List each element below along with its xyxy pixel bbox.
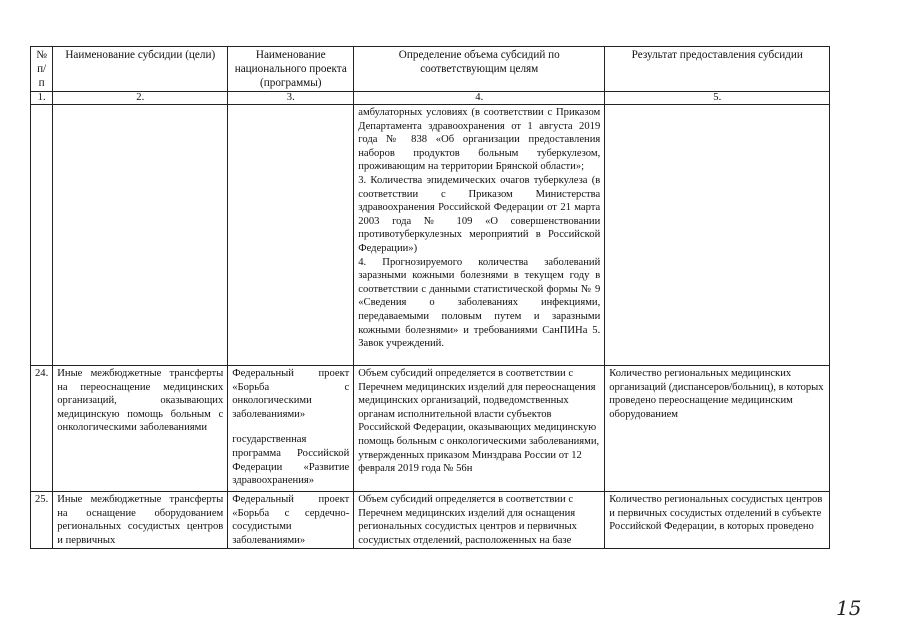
cell-project xyxy=(228,105,354,366)
cell-definition: Объем субсидий определяется в соответствии с Перечнем медицинских изделий для оснащения региональных сосудистых центров и первичных сосудистых отделений, расположенных на базе xyxy=(354,492,605,549)
cell-definition xyxy=(354,105,605,366)
cell-name: Иные межбюджетные трансферты на оснащение оборудованием региональных сосудистых центров и первичных xyxy=(53,492,228,549)
definition-paragraph: амбулаторных условиях (в соответствии с Приказом Департамента здравоохранения от 1 августа 2019 года № 838 «Об организации предоставления наборов продуктов больным туберкулезом, проживающим на территории Брянской области»; xyxy=(358,107,601,173)
cell-name xyxy=(53,105,228,366)
cell-result xyxy=(605,105,830,366)
spacer xyxy=(232,421,349,433)
cell-result: Количество региональных сосудистых центров и первичных сосудистых отделений в субъекте Российской Федерации, в которых проведено xyxy=(605,492,830,549)
column-number: 4. xyxy=(354,92,605,105)
table-row xyxy=(31,366,830,492)
cell-project: Федеральный проект «Борьба с сердечно-сосудистыми заболеваниями» xyxy=(228,492,354,549)
cell-definition: Объем субсидий определяется в соответствии с Перечнем медицинских изделий для переоснащения медицинских организаций, подведомственных органам исполнительной власти субъектов Российской Федерации, оказывающих медицинскую помощь больным с онкологическими заболеваниями, утвержденных приказом Минздрава России от 12 февраля 2019 года № 56н xyxy=(354,366,605,492)
table-row xyxy=(31,492,830,549)
column-number: 3. xyxy=(228,92,354,105)
cell-number: 25. xyxy=(31,492,53,549)
column-number: 5. xyxy=(605,92,830,105)
header-subsidy-name: Наименование субсидии (цели) xyxy=(53,47,228,92)
header-result: Результат предоставления субсидии xyxy=(605,47,830,92)
cell-result: Количество региональных медицинских организаций (диспансеров/больниц), в которых проведено переоснащение медицинским оборудованием xyxy=(605,366,830,492)
project-name: Федеральный проект «Борьба с онкологическими заболеваниями» xyxy=(232,368,350,420)
table-row-continuation xyxy=(31,105,830,366)
header-volume-definition: Определение объема субсидий по соответствующим целям xyxy=(354,47,605,92)
header-number: № п/п xyxy=(31,47,53,92)
program-name: государственная программа Российской Федерации «Развитие здравоохранения» xyxy=(232,434,350,487)
cell-number: 24. xyxy=(31,366,53,492)
subsidy-table xyxy=(30,46,830,549)
cell-project xyxy=(228,366,354,492)
cell-name: Иные межбюджетные трансферты на переоснащение медицинских организаций, оказывающих медицинскую помощь больным с онкологическими заболеваниями xyxy=(53,366,228,492)
definition-paragraph: 4. Прогнозируемого количества заболеваний заразными кожными болезнями в текущем году в соответствии с данными статистической формы № 9 «Сведения о заболеваниях инфекциями, передаваемыми половым путем и заразными кожными болезнями» и требованиями СанПИНа 5. Завок учреждений. xyxy=(358,256,601,350)
cell-number xyxy=(31,105,53,366)
column-number: 1. xyxy=(31,92,53,105)
table-header-row xyxy=(31,47,830,92)
header-project-name: Наименование национального проекта (программы) xyxy=(228,47,354,92)
column-number: 2. xyxy=(53,92,228,105)
definition-paragraph: 3. Количества эпидемических очагов туберкулеза (в соответствии с Приказом Министерства здравоохранения Российской Федерации от 21 марта 2003 года № 109 «О совершенствовании противотуберкулезных мероприятий в Российской Федерации») xyxy=(358,174,601,254)
column-number-row xyxy=(31,92,830,105)
page-number: 15 xyxy=(836,596,862,620)
